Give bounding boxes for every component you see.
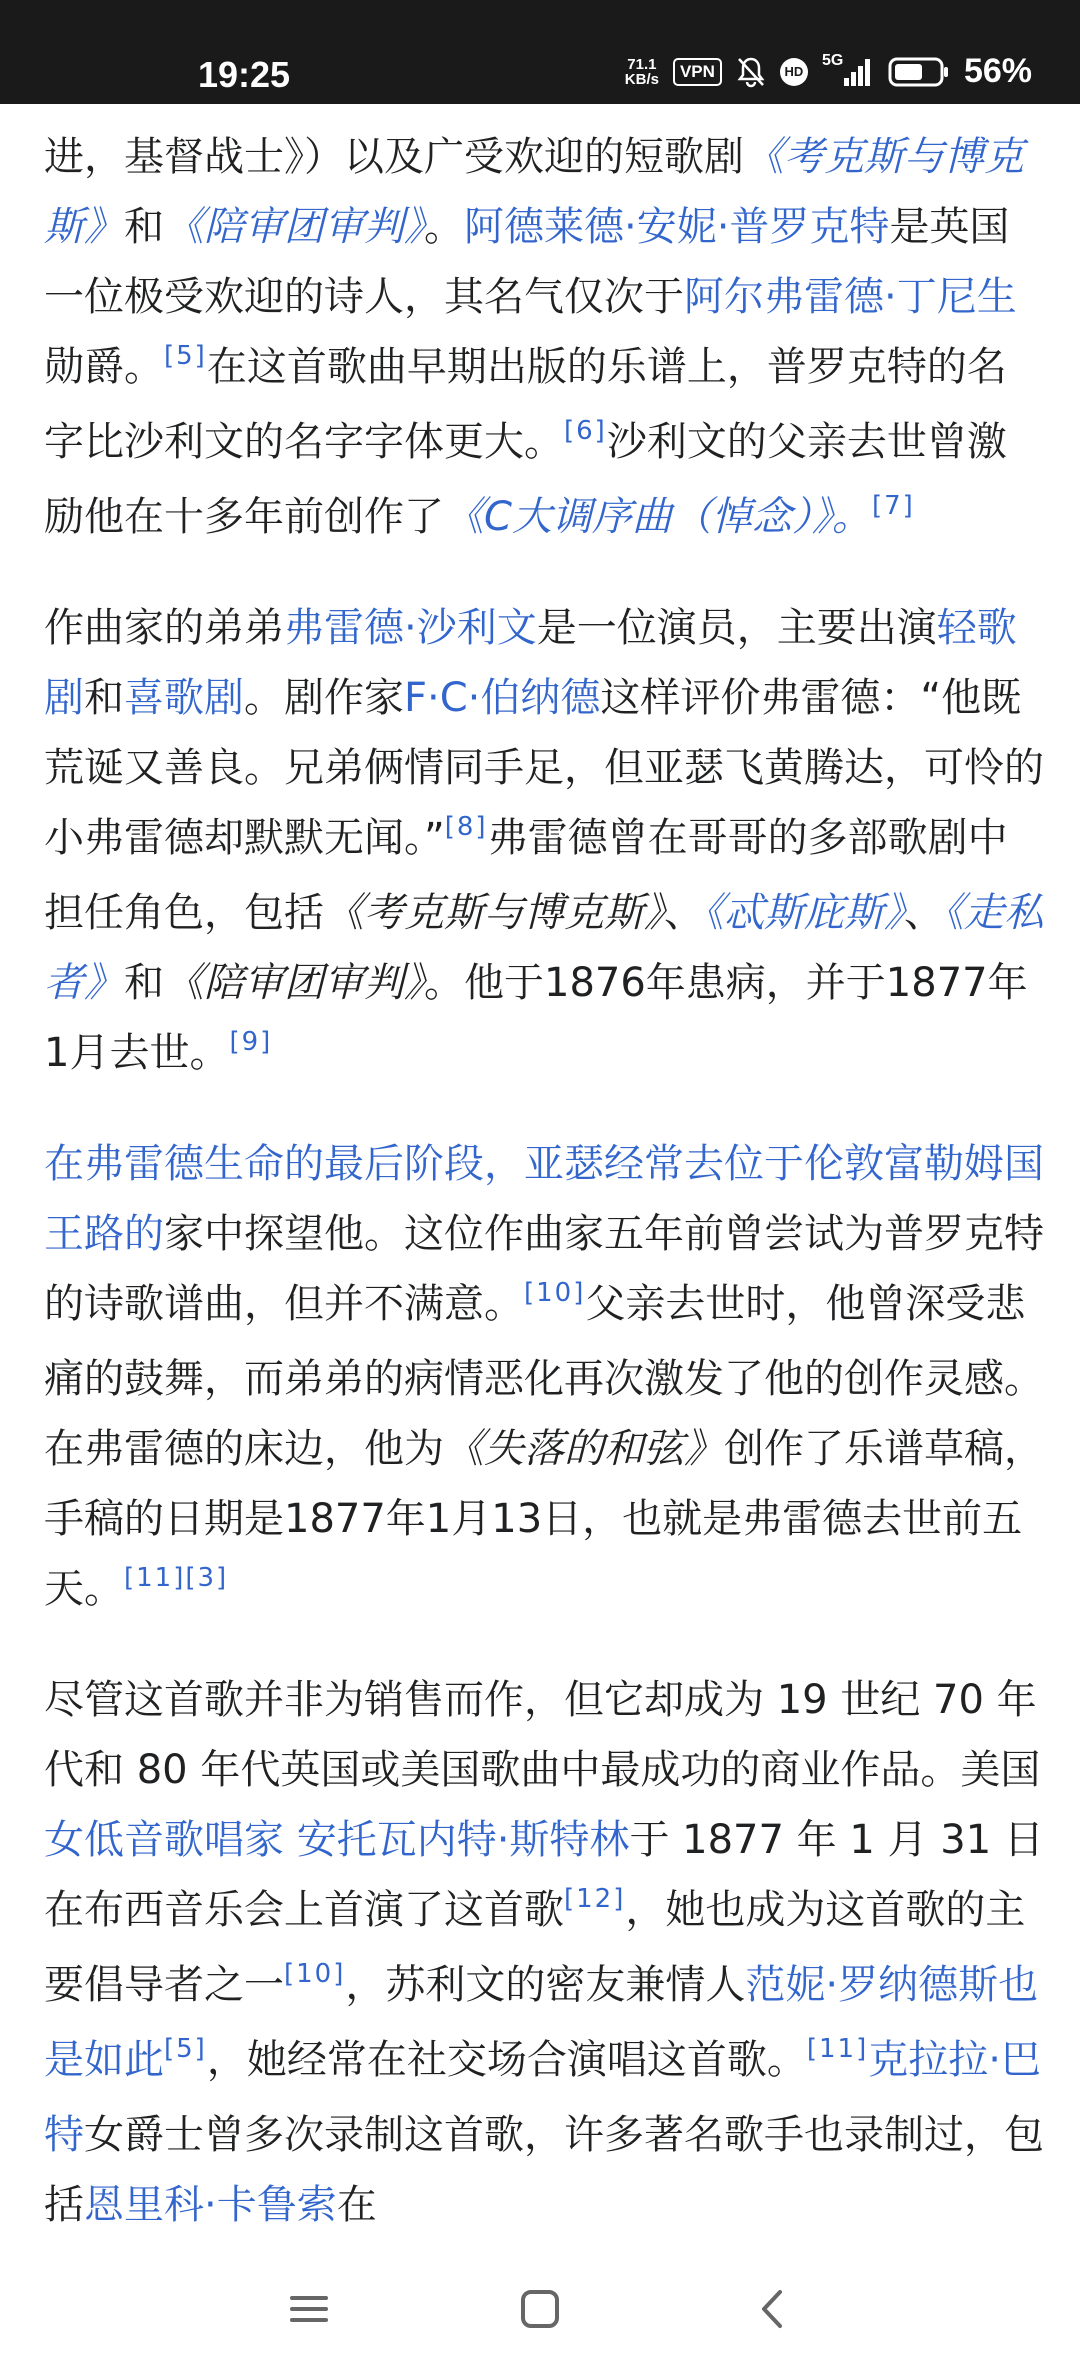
status-bar bbox=[0, 0, 1080, 104]
article-content bbox=[44, 122, 1044, 2276]
text: ，苏利文的密友兼情人 bbox=[345, 1962, 746, 2008]
title-cox-and-box: 《考克斯与博克斯》 bbox=[324, 890, 664, 936]
link-fred-sullivan[interactable]: 弗雷德·沙利文 bbox=[284, 605, 537, 651]
link-trial-by-jury[interactable]: 《陪审团审判》 bbox=[164, 204, 424, 250]
text: 作曲家的弟弟 bbox=[44, 605, 284, 651]
link-overture-in-c[interactable]: 《C大调序曲（悼念）》。 bbox=[444, 494, 872, 540]
text: 和 bbox=[124, 960, 164, 1006]
reference-10[interactable]: [10] bbox=[284, 1959, 346, 1989]
text: 和 bbox=[124, 204, 164, 250]
reference-9[interactable]: [9] bbox=[229, 1027, 273, 1057]
reference-12[interactable]: [12] bbox=[564, 1884, 626, 1914]
text: 勋爵。 bbox=[44, 344, 164, 390]
reference-7[interactable]: [7] bbox=[871, 491, 915, 521]
battery-percentage: 56% bbox=[963, 52, 1032, 90]
paragraph-2 bbox=[44, 593, 1044, 1093]
network-speed-unit: KB/s bbox=[624, 70, 659, 88]
reference-8[interactable]: [8] bbox=[444, 812, 488, 842]
reference-5[interactable]: [5] bbox=[164, 2034, 207, 2064]
link-cox-and-box[interactable]: 《考克斯与博克斯》 bbox=[44, 134, 1024, 250]
vpn-icon: VPN bbox=[673, 58, 722, 86]
text: 沙利文的父亲去世曾激励他在十多年前创作了 bbox=[44, 419, 1007, 540]
text: 、 bbox=[664, 890, 704, 936]
text: 。 bbox=[424, 204, 464, 250]
paragraph-1 bbox=[44, 122, 1044, 557]
text: 和 bbox=[84, 675, 124, 721]
menu-icon[interactable] bbox=[284, 2284, 334, 2334]
reference-11-3[interactable]: [11][3] bbox=[124, 1563, 229, 1593]
title-trial-by-jury: 《陪审团审判》 bbox=[164, 960, 424, 1006]
reference-11[interactable]: [11] bbox=[806, 2034, 869, 2064]
text: 家中探望他。这位作曲家五年前曾尝试为普罗克特的诗歌谱曲，但并不满意。 bbox=[44, 1211, 1044, 1327]
status-time: 19:25 bbox=[198, 54, 291, 95]
link-operetta[interactable]: 轻歌剧 bbox=[44, 605, 1017, 721]
paragraph-3 bbox=[44, 1129, 1044, 1629]
back-icon[interactable] bbox=[748, 2284, 798, 2334]
home-icon[interactable] bbox=[515, 2284, 565, 2334]
text: 这样评价弗雷德：“他既荒诞又善良。兄弟俩情同手足，但亚瑟飞黄腾达，可怜的小弗雷德却默默无闻。” bbox=[44, 675, 1044, 861]
text: 尽管这首歌并非为销售而作，但它却成为 19 世纪 70 年代和 80 年代英国或美国歌曲中最成功的商业作品。美国 bbox=[44, 1677, 1041, 1793]
status-icons bbox=[625, 52, 1032, 91]
navigation-bar bbox=[0, 2254, 1080, 2360]
link-alfred-tennyson[interactable]: 阿尔弗雷德·丁尼生 bbox=[684, 274, 1017, 320]
hd-icon: HD bbox=[780, 58, 808, 86]
text: 创作了乐谱草稿，手稿的日期是1877年1月13日，也就是弗雷德去世前五天。 bbox=[44, 1426, 1044, 1612]
signal-icon bbox=[821, 51, 874, 88]
link-the-contrabandista[interactable]: 《走私者》 bbox=[44, 890, 1044, 1006]
reference-5[interactable]: [5] bbox=[164, 341, 207, 371]
text: 于 1877 年 1 月 31 日在布西音乐会上首演了这首歌 bbox=[44, 1817, 1044, 1933]
link-fc-burnand[interactable]: F·C·伯纳德 bbox=[404, 675, 601, 721]
paragraph-4 bbox=[44, 1665, 1044, 2240]
signal-type: 5G bbox=[821, 51, 844, 69]
link-enrico-caruso[interactable]: 恩里科·卡鲁索 bbox=[84, 2182, 337, 2228]
text: 、 bbox=[904, 890, 944, 936]
title-the-lost-chord: 《失落的和弦》 bbox=[444, 1426, 724, 1472]
text: 女爵士曾多次录制这首歌，许多著名歌手也录制过，包括 bbox=[44, 2112, 1044, 2228]
reference-6[interactable]: [6] bbox=[564, 416, 607, 446]
battery-icon bbox=[888, 56, 950, 88]
text: 是一位演员，主要出演 bbox=[536, 605, 937, 651]
text: 。他于1876年患病，并于1877年1月去世。 bbox=[44, 960, 1028, 1076]
text: 。剧作家 bbox=[244, 675, 404, 721]
link-adelaide-procter[interactable]: 阿德莱德·安妮·普罗克特 bbox=[464, 204, 890, 250]
link-clara-butt[interactable]: 克拉拉·巴特 bbox=[44, 2037, 1041, 2158]
text: 在这首歌曲早期出版的乐谱上，普罗克特的名字比沙利文的名字字体更大。 bbox=[44, 344, 1007, 465]
text: 父亲去世时，他曾深受悲痛的鼓舞，而弟弟的病情恶化再次激发了他的创作灵感。在弗雷德的床边，他为 bbox=[44, 1281, 1044, 1472]
network-speed bbox=[625, 57, 659, 87]
link-comic-opera[interactable]: 喜歌剧 bbox=[124, 675, 244, 721]
link-fanny-ronalds[interactable]: 范妮·罗纳德斯也是如此 bbox=[44, 1962, 1039, 2083]
mute-bell-icon bbox=[736, 56, 766, 88]
link-antoinette-sterling[interactable]: 女低音歌唱家 安托瓦内特·斯特林 bbox=[44, 1817, 630, 1863]
text: 弗雷德曾在哥哥的多部歌剧中担任角色，包括 bbox=[44, 815, 1008, 936]
link-thespis[interactable]: 《忒斯庇斯》 bbox=[704, 890, 904, 936]
reference-10[interactable]: [10] bbox=[524, 1278, 586, 1308]
network-speed-value: 71.1 bbox=[627, 55, 657, 73]
text: ，她也成为这首歌的主要倡导者之一 bbox=[44, 1887, 1026, 2008]
text: 是英国一位极受欢迎的诗人，其名气仅次于 bbox=[44, 204, 1010, 320]
text: 在 bbox=[336, 2182, 377, 2228]
text: 进，基督战士》）以及广受欢迎的短歌剧 bbox=[44, 134, 744, 180]
text: ，她经常在社交场合演唱这首歌。 bbox=[206, 2037, 807, 2083]
link-kings-road-fulham[interactable]: 在弗雷德生命的最后阶段，亚瑟经常去位于伦敦富勒姆国王路的 bbox=[44, 1141, 1044, 1257]
